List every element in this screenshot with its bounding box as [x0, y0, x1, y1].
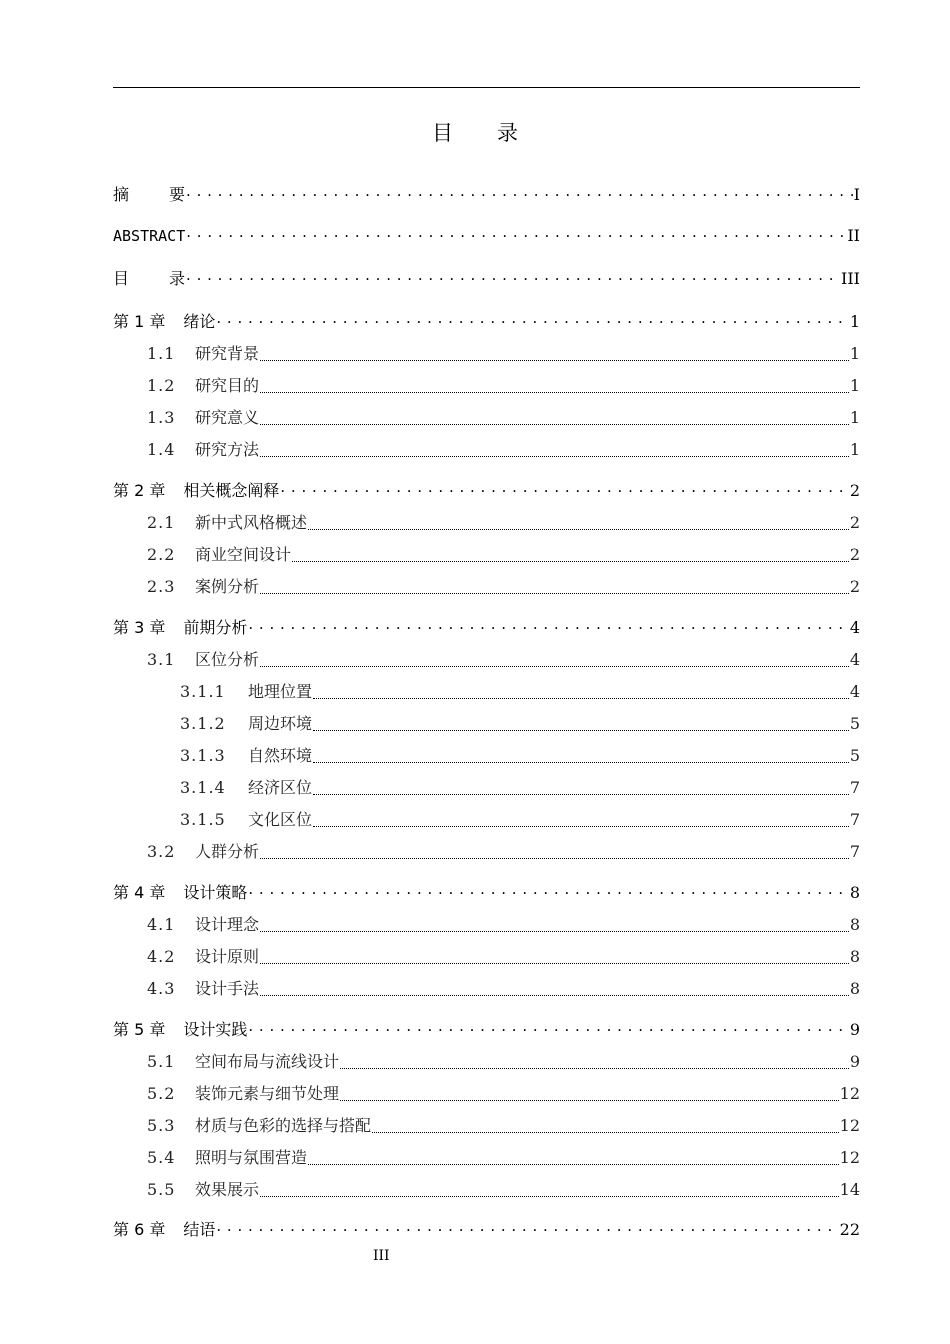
- toc-entry-chapter-5[interactable]: [113, 1017, 860, 1040]
- toc-entry-3-1-2[interactable]: [113, 711, 860, 734]
- section-number: 1.2: [147, 376, 176, 395]
- toc-page: 12: [839, 1148, 860, 1167]
- section-title: 人群分析: [195, 842, 260, 861]
- dot-leader: [186, 225, 846, 241]
- dot-leader: [308, 529, 849, 530]
- section-title: 地理位置: [248, 682, 313, 701]
- toc-entry-abstract-cn[interactable]: [113, 182, 860, 205]
- section-number: 1.4: [147, 440, 176, 459]
- dot-leader: [292, 561, 849, 562]
- section-title: 文化区位: [248, 810, 313, 829]
- dot-leader: [280, 480, 848, 496]
- section-title: 新中式风格概述: [195, 513, 308, 532]
- toc-entry-5-2[interactable]: [113, 1081, 860, 1104]
- section-number: 2.3: [147, 577, 176, 596]
- dot-leader: [260, 858, 849, 859]
- chapter-number: 第 5 章: [113, 1020, 166, 1039]
- title-char-1: 目: [432, 121, 453, 145]
- section-title: 研究意义: [195, 408, 260, 427]
- toc-page: 14: [839, 1180, 860, 1199]
- section-number: 3.1.2: [180, 714, 226, 733]
- toc-page: 1: [849, 344, 860, 363]
- toc-entry-chapter-3[interactable]: [113, 615, 860, 638]
- dot-leader: [313, 762, 849, 763]
- toc-page: 7: [849, 810, 860, 829]
- section-title: 研究方法: [195, 440, 260, 459]
- dot-leader: [260, 931, 849, 932]
- title-char-2: 录: [497, 121, 518, 145]
- dot-leader: [186, 268, 840, 284]
- section-number: 3.1: [147, 650, 176, 669]
- section-number: 3.1.5: [180, 810, 226, 829]
- toc-entry-4-3[interactable]: [113, 976, 860, 999]
- toc-entry-1-2[interactable]: [113, 373, 860, 396]
- section-number: 5.1: [147, 1052, 176, 1071]
- toc-entry-3-2[interactable]: [113, 839, 860, 862]
- section-number: 4.3: [147, 979, 176, 998]
- section-number: 3.1.1: [180, 682, 226, 701]
- dot-leader: [248, 1019, 848, 1035]
- toc-entry-2-1[interactable]: [113, 510, 860, 533]
- section-title: 空间布局与流线设计: [195, 1052, 340, 1071]
- dot-leader: [216, 1219, 838, 1235]
- toc-entry-chapter-1[interactable]: [113, 309, 860, 332]
- dot-leader: [313, 730, 849, 731]
- dot-leader: [248, 617, 848, 633]
- section-number: 5.3: [147, 1116, 176, 1135]
- page-number-footer: III: [373, 1248, 390, 1264]
- section-title: 材质与色彩的选择与搭配: [195, 1116, 372, 1135]
- toc-page: 2: [849, 577, 860, 596]
- toc-page: 2: [849, 545, 860, 564]
- toc-page: 5: [849, 714, 860, 733]
- chapter-title: 前期分析: [183, 618, 248, 637]
- section-number: 2.1: [147, 513, 176, 532]
- toc-page: II: [847, 226, 860, 245]
- toc-page: 9: [849, 1020, 860, 1039]
- toc-label: ABSTRACT: [113, 227, 186, 245]
- dot-leader: [372, 1132, 839, 1133]
- dot-leader: [248, 882, 848, 898]
- toc-page: 1: [849, 376, 860, 395]
- chapter-number: 第 3 章: [113, 618, 166, 637]
- section-title: 案例分析: [195, 577, 260, 596]
- dot-leader: [313, 794, 849, 795]
- dot-leader: [260, 1196, 839, 1197]
- dot-leader: [260, 456, 849, 457]
- dot-leader: [313, 698, 849, 699]
- section-title: 研究目的: [195, 376, 260, 395]
- toc-entry-4-1[interactable]: [113, 912, 860, 935]
- dot-leader: [260, 666, 849, 667]
- toc-page: 1: [849, 440, 860, 459]
- header-rule: [113, 87, 860, 88]
- section-number: 4.2: [147, 947, 176, 966]
- toc-page: I: [853, 185, 860, 204]
- toc-page: 2: [849, 513, 860, 532]
- toc-entry-3-1-4[interactable]: [113, 775, 860, 798]
- section-title: 设计手法: [195, 979, 260, 998]
- dot-leader: [260, 392, 849, 393]
- section-number: 3.2: [147, 842, 176, 861]
- chapter-title: 结语: [183, 1220, 216, 1239]
- dot-leader: [216, 311, 848, 327]
- section-title: 经济区位: [248, 778, 313, 797]
- toc-page: 5: [849, 746, 860, 765]
- section-number: 5.2: [147, 1084, 176, 1103]
- toc-page: 12: [839, 1084, 860, 1103]
- toc-entry-1-3[interactable]: [113, 405, 860, 428]
- toc-page: 8: [849, 947, 860, 966]
- chapter-title: 设计实践: [183, 1020, 248, 1039]
- toc-page: 1: [849, 312, 860, 331]
- toc-entry-4-2[interactable]: [113, 944, 860, 967]
- section-number: 1.3: [147, 408, 176, 427]
- section-title: 效果展示: [195, 1180, 260, 1199]
- dot-leader: [260, 360, 849, 361]
- section-number: 3.1.3: [180, 746, 226, 765]
- chapter-number: 第 4 章: [113, 883, 166, 902]
- dot-leader: [260, 963, 849, 964]
- dot-leader: [186, 184, 853, 200]
- section-number: 5.5: [147, 1180, 176, 1199]
- section-title: 周边环境: [248, 714, 313, 733]
- toc-entry-abstract-en[interactable]: [113, 225, 860, 245]
- toc-page: 4: [849, 682, 860, 701]
- toc-label: 摘 要: [113, 185, 186, 204]
- chapter-title: 绪论: [183, 312, 216, 331]
- toc-page: III: [841, 269, 860, 288]
- toc-page: 4: [849, 650, 860, 669]
- toc-entry-3-1-3[interactable]: [113, 743, 860, 766]
- section-title: 商业空间设计: [195, 545, 292, 564]
- section-title: 设计理念: [195, 915, 260, 934]
- toc-page: 1: [849, 408, 860, 427]
- toc-page: 8: [849, 883, 860, 902]
- toc-entry-5-5[interactable]: [113, 1177, 860, 1200]
- toc-entry-5-3[interactable]: [113, 1113, 860, 1136]
- toc-entry-contents[interactable]: [113, 266, 860, 289]
- toc-entry-5-4[interactable]: [113, 1145, 860, 1168]
- section-number: 4.1: [147, 915, 176, 934]
- toc-page: 7: [849, 778, 860, 797]
- toc-entry-chapter-6[interactable]: [113, 1217, 860, 1240]
- toc-label: 目 录: [113, 269, 186, 288]
- toc-page: 2: [849, 481, 860, 500]
- section-number: 3.1.4: [180, 778, 226, 797]
- page-title: [0, 117, 950, 147]
- toc-entry-3-1-1[interactable]: [113, 679, 860, 702]
- toc-page: 12: [839, 1116, 860, 1135]
- section-title: 研究背景: [195, 344, 260, 363]
- dot-leader: [260, 593, 849, 594]
- section-number: 5.4: [147, 1148, 176, 1167]
- toc-entry-3-1[interactable]: [113, 647, 860, 670]
- dot-leader: [260, 424, 849, 425]
- toc-page: 9: [849, 1052, 860, 1071]
- dot-leader: [313, 826, 849, 827]
- chapter-title: 相关概念阐释: [183, 481, 280, 500]
- toc-page: 22: [839, 1220, 860, 1239]
- dot-leader: [308, 1164, 839, 1165]
- dot-leader: [340, 1100, 839, 1101]
- section-title: 自然环境: [248, 746, 313, 765]
- toc-page: 7: [849, 842, 860, 861]
- dot-leader: [260, 995, 849, 996]
- toc-entry-1-1[interactable]: [113, 341, 860, 364]
- chapter-number: 第 6 章: [113, 1220, 166, 1239]
- section-title: 设计原则: [195, 947, 260, 966]
- toc-entry-chapter-4[interactable]: [113, 880, 860, 903]
- chapter-number: 第 1 章: [113, 312, 166, 331]
- toc-entry-5-1[interactable]: [113, 1049, 860, 1072]
- toc-page: 8: [849, 979, 860, 998]
- toc-entry-2-3[interactable]: [113, 574, 860, 597]
- toc-entry-chapter-2[interactable]: [113, 478, 860, 501]
- toc-entry-3-1-5[interactable]: [113, 807, 860, 830]
- toc-entry-2-2[interactable]: [113, 542, 860, 565]
- toc-page: 4: [849, 618, 860, 637]
- chapter-number: 第 2 章: [113, 481, 166, 500]
- section-title: 区位分析: [195, 650, 260, 669]
- section-number: 1.1: [147, 344, 176, 363]
- section-title: 照明与氛围营造: [195, 1148, 308, 1167]
- toc-entry-1-4[interactable]: [113, 437, 860, 460]
- chapter-title: 设计策略: [183, 883, 248, 902]
- section-title: 装饰元素与细节处理: [195, 1084, 340, 1103]
- dot-leader: [340, 1068, 849, 1069]
- toc-page: 8: [849, 915, 860, 934]
- section-number: 2.2: [147, 545, 176, 564]
